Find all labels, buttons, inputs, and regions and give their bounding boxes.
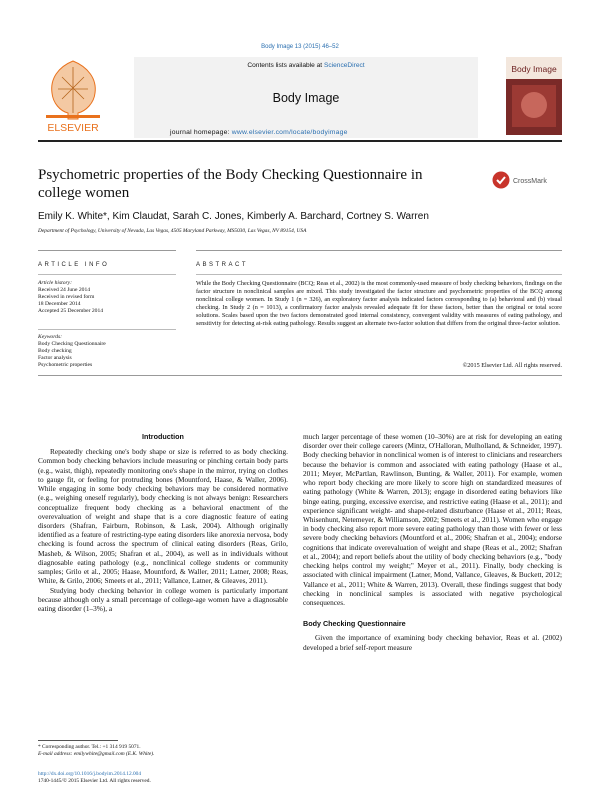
article-title: Psychometric properties of the Body Checking Questionnaire in college women [38,167,423,201]
doi-link[interactable]: http://dx.doi.org/10.1016/j.bodyim.2014.12.004 [38,771,142,777]
issn-line: 1740-1445/© 2015 Elsevier Ltd. All rights reserved. [38,778,151,784]
body-right-column [303,432,562,652]
doi-block [38,771,288,785]
footnote [38,744,288,758]
keywords [38,334,178,369]
footnote-rule [38,740,118,741]
abstract-bottom-rule [38,375,562,376]
abstract-rule-2 [196,274,562,275]
history-item: Accepted 25 December 2014 [38,308,104,314]
intro-heading: Introduction [142,432,184,441]
abstract-text: While the Body Checking Questionnaire (BCQ; Reas et al., 2002) is the most commonly-used measure of body checking behaviors, findings on the factor structure in nonclinical samples are mixed. This study investigated the factor structure and psychometric properties of the BCQ among nonclinical college women. In Study 1 (n = 326), an exploratory factor analysis indicated factors corresponding to (a) behavioral and (b) visual checking. In Study 2 (n = 1013), a confirmatory factor analysis revealed adequate fit for these factors, better than the original or total score solutions. Scales based upon the two factors demonstrated good internal consistency, convergent validity with measures of eating pathology, and sensitivity for detecting at-risk eating pathology. Results suggest an alternate two-factor solution that differs from the original three-factor solution. [196,280,562,328]
info-rule [38,250,176,251]
abstract-heading: ABSTRACT [196,262,249,268]
cover-title: Body Image [511,64,557,74]
history-item: Received 24 June 2014 [38,287,91,293]
history-item: 18 December 2014 [38,301,81,307]
keyword-item: Psychometric properties [38,362,93,368]
crossmark-label: CrossMark [513,178,547,185]
elsevier-logo[interactable] [38,57,108,135]
affiliation: Department of Psychology, University of Nevada, Las Vegas, 4505 Maryland Parkway, MS5030, Las Vegas, NV 89154, USA [38,228,307,234]
header-rule [38,140,562,142]
crossmark-icon [493,172,510,189]
sciencedirect-link[interactable]: ScienceDirect [323,62,365,69]
contents-prefix: Contents lists available at [247,62,324,69]
header-center-panel [134,57,478,138]
elsevier-wordmark: ELSEVIER [47,122,99,134]
article-info-heading: ARTICLE INFO [38,262,110,268]
journal-header [38,57,562,138]
journal-cover-thumbnail[interactable] [506,57,562,135]
abstract-copyright: ©2015 Elsevier Ltd. All rights reserved. [462,362,562,369]
body-left-column [38,432,288,613]
email-line[interactable]: E-mail address: emilywhite@gmail.com (E.K. White). [38,751,155,757]
journal-reference[interactable]: Body Image 13 (2015) 46–52 [261,44,339,50]
abstract-rule [196,250,562,251]
homepage-label: journal homepage: [170,129,232,136]
keyword-item: Body Checking Questionnaire [38,341,106,347]
homepage-url[interactable]: www.elsevier.com/locate/bodyimage [231,129,348,136]
info-rule-2 [38,274,176,275]
keywords-label: Keywords: [38,334,63,340]
history-item: Received in revised form [38,294,95,300]
body-paragraph: Repeatedly checking one's body shape or size is referred to as body checking. Common body checking behaviors include measuring or pinching certain body parts (e.g., waist, thigh), repeatedly monitoring one's shape in the mirror, trying on clothes to gauge fit, or feeling for protruding bones (Mountford, Haase, & Waller, 2006). While engaging in some body checking behaviors may be considered normative (e.g., weighing oneself regularly), body checking is not always benign: Researchers conceptualize frequent body checking as a behavioral enactment of the overevaluation of weight and shape that is a core diagnostic feature of eating disorders (Shafran, Fairburn, Robinson, & Lask, 2004). Although originally identified as a feature of restricting-type eating disorders like anorexia nervosa, body checking is found across the spectrum of clinical eating disorders (Reas, Grilo, Masheb, & Wilson, 2005; Shafran et al., 2004), as well as in individuals without diagnosable eating pathology (e.g., nonclinical college students or community samples; Grilo et al., 2005; Haase, Mountford, & Waller, 2011; Latner, 2008; Reas, White, & Grilo, 2006; Smeets et al., 2011; Vallance, Latner, & Gleaves, 2011). [38,447,288,586]
crossmark-badge[interactable] [491,170,561,190]
body-paragraph: Studying body checking behavior in college women is particularly important because although only a small percentage of college-age women have a diagnosable eating disorder (1–3%), a [38,585,288,613]
keyword-item: Factor analysis [38,355,72,361]
history-label: Article history: [38,280,73,286]
journal-title: Body Image [272,91,340,105]
keywords-rule [38,329,176,330]
article-history [38,280,178,315]
author-list: Emily K. White*, Kim Claudat, Sarah C. Jones, Kimberly A. Barchard, Cortney S. Warren [38,211,429,222]
keyword-item: Body checking [38,348,72,354]
body-paragraph: Given the importance of examining body checking behavior, Reas et al. (2002) developed a brief self-report measure [303,633,562,652]
contents-line [134,62,478,69]
bcq-heading: Body Checking Questionnaire [303,619,406,629]
corresponding-author: * Corresponding author. Tel.: +1 314 919 5071. [38,744,141,750]
body-paragraph: much larger percentage of these women (10–30%) are at risk for developing an eating disorder over their college careers (Mintz, O'Halloran, Mulholland, & Schneider, 1997). Body checking behavior in nonclinical women is of interest to clinicians and researchers because the behavior is common and associated with eating pathology (Haase et al., 2011; Meyer, McPartlan, Rawlinson, Bunting, & Waller, 2011). For example, women who report body checking are more likely to score high on standardized measures of eating pathology (White & Warren, 2013); engage in disordered eating behaviors like binge eating, purging, excessive exercise, and restrictive eating (Haase et al., 2011); and experience significant weight- and shape-related disturbance (Haase et al., 2011; Reas, Whisenhunt, Netemeyer, & Williamson, 2002; Smeets et al., 2011). Women who engage in body checking also report more severe eating pathology than those with fewer or less severe body checking behaviors (Mountford et al., 2006; Shafran et al., 2004); endorse cognitions that indicate overevaluation of weight and shape (Reas et al., 2002; Shafran et al., 2004); and report beliefs about the utility of body checking behaviors (e.g., "body checking helps control my weight;" Meyer et al., 2011). Finally, body checking is associated with clinical impairment (Latner, Mond, Vallance, Gleaves, & Buckett, 2012; Vallance et al., 2011; White & Warren, 2013). Overall, these findings suggest that body checking in nonclinical samples is associated with negative psychological consequences. [303,432,562,607]
journal-homepage [170,129,348,136]
